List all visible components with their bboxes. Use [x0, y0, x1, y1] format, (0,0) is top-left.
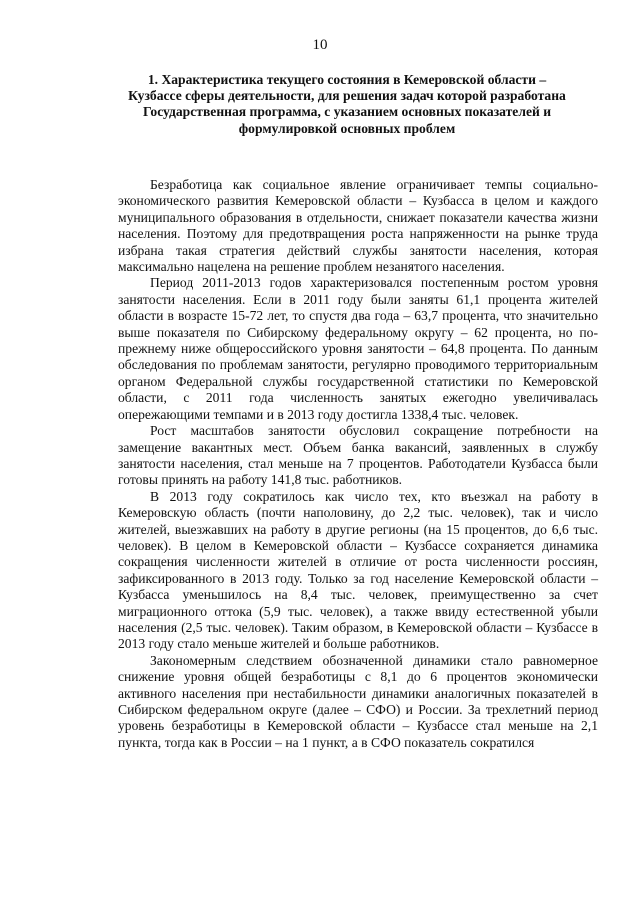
heading-line: Государственная программа, с указанием основных показателей и	[142, 104, 552, 120]
paragraph: Рост масштабов занятости обусловил сокращение потребности на замещение вакантных мест. Объем банка вакансий, заявленных в службу занятости населения, стал меньше на 7 процентов. Работодатели Кузбасса были готовы принять на работу 141,8 тыс. работников.	[118, 423, 598, 488]
heading-line: формулировкой основных проблем	[238, 120, 456, 136]
paragraph: В 2013 году сократилось как число тех, кто въезжал на работу в Кемеровскую область (почти наполовину, до 2,2 тыс. человек), так и число жителей, выезжавших на работу в другие регионы (на 15 процентов, до 6,6 тыс. человек). В целом в Кемеровской области – Кузбассе сохраняется динамика сокращения численности жителей в отличие от роста численности россиян, зафиксированного в 2013 году. Только за год население Кемеровской области – Кузбасса уменьшилось на 8,4 тыс. человек, преимущественно за счет миграционного оттока (5,9 тыс. человек), а также ввиду естественной убыли населения (2,5 тыс. человек). Таким образом, в Кемеровской области – Кузбассе в 2013 году стало меньше жителей и больше работников.	[118, 488, 598, 652]
paragraph: Закономерным следствием обозначенной динамики стало равномерное снижение уровня общей безработицы с 8,1 до 6 процентов экономически активного населения при нестабильности динамики аналогичных показателей в Сибирском федеральном округе (далее – СФО) и России. За трехлетний период уровень безработицы в Кемеровской области – Кузбассе стал меньше на 2,1 пункта, тогда как в России – на 1 пункт, а в СФО показатель сократился	[118, 652, 598, 750]
paragraph: Период 2011-2013 годов характеризовался постепенным ростом уровня занятости населения. Если в 2011 году были заняты 61,1 процента жителей области в возрасте 15-72 лет, то спустя два года – 63,7 процента, что значительно выше показателя по Сибирскому федеральному округу – 62 процента, но по-прежнему ниже общероссийского уровня занятости – 64,8 процента. По данным обследования по проблемам занятости, регулярно проводимого территориальным органом Федеральной службы государственной статистики по Кемеровской области, с 2011 года численность занятых ежегодно увеличивалась опережающими темпами и в 2013 году достигла 1338,4 тыс. человек.	[118, 275, 598, 422]
paragraph: Безработица как социальное явление ограничивает темпы социально-экономического развития Кемеровской области – Кузбасса в целом и каждого муниципального образования в отдельности, снижает показатели качества жизни населения. Поэтому для предотвращения роста напряженности на рынке труда избрана такая стратегия действий службы занятости населения, которая максимально нацелена на решение проблем незанятого населения.	[118, 177, 598, 275]
heading-line: Кузбассе сферы деятельности, для решения задач которой разработана	[128, 88, 566, 104]
heading-line: 1. Характеристика текущего состояния в Кемеровской области –	[147, 72, 547, 87]
section-heading	[112, 72, 582, 137]
page-number: 10	[312, 37, 328, 53]
body-text	[118, 177, 598, 751]
